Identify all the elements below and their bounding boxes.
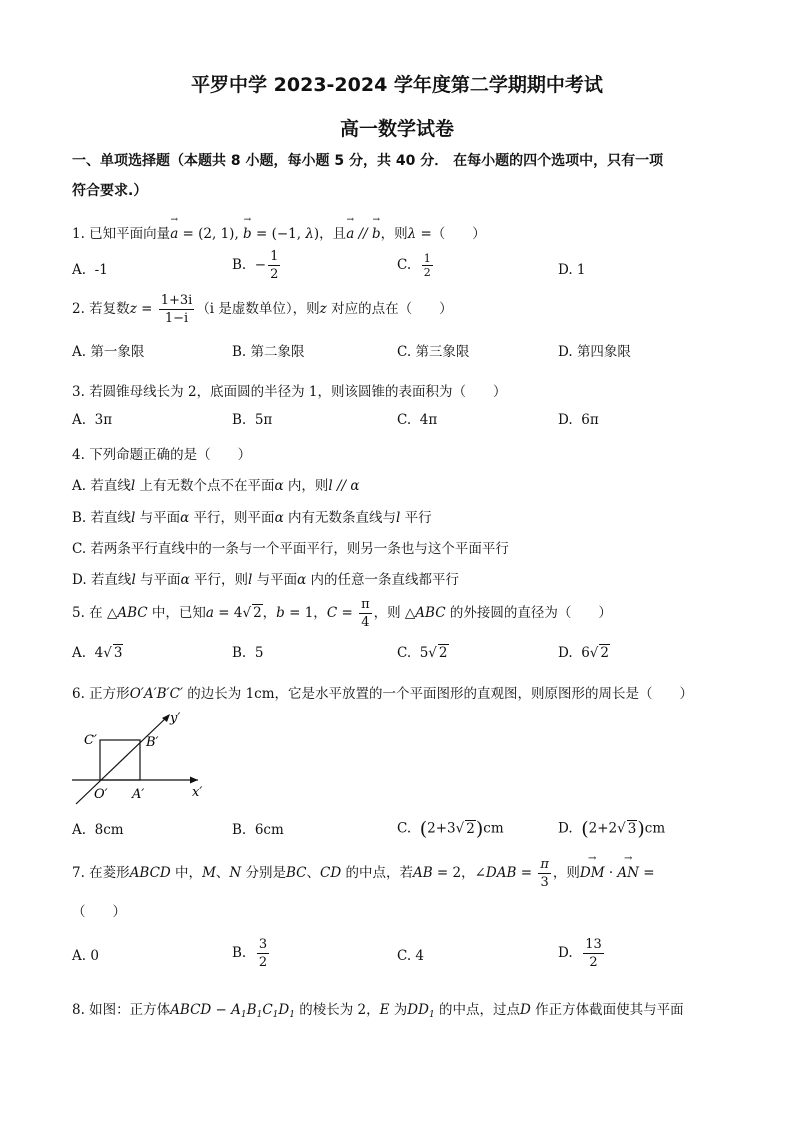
svg-text:C′: C′ xyxy=(84,733,97,748)
q6-option-a: A. 8cm xyxy=(72,822,124,838)
section-heading-line2: 符合要求.） xyxy=(72,183,148,199)
question-number: 7. xyxy=(72,865,85,881)
q7-option-d: D. $\frac{13}{2}$ xyxy=(558,937,602,970)
q3-option-d: D. 6π xyxy=(558,412,599,428)
question-7: 7. 在菱形ABCD 中，M、N 分别是BC、CD 的中点，若AB = 2，∠DAB = $\frac{\pi}{3}$ ，则→ DM · → AN = xyxy=(72,856,655,891)
question-4: 4. 下列命题正确的是（ ） xyxy=(72,447,252,463)
question-number: 5. xyxy=(72,605,85,621)
q1-option-d: D. 1 xyxy=(558,262,586,278)
question-8: 8. 如图：正方体ABCD − $A_1B_1C_1D_1$ 的棱长为 2，E 为$DD_1$ 的中点，过点D 作正方体截面使其与平面 xyxy=(72,1002,684,1020)
q5-option-c: C. 5√ 2 xyxy=(397,645,448,661)
q2-option-b: B. 第二象限 xyxy=(232,344,305,360)
question-number: 6. xyxy=(72,686,85,702)
q3-option-a: A. 3π xyxy=(72,412,113,428)
svg-text:A′: A′ xyxy=(132,787,145,802)
svg-text:B′: B′ xyxy=(146,735,159,750)
question-number: 2. xyxy=(72,301,85,317)
q2-option-d: D. 第四象限 xyxy=(558,344,631,360)
q4-option-a: A. 若直线l 上有无数个点不在平面α 内，则l // α xyxy=(72,478,360,494)
q5-option-b: B. 5 xyxy=(232,645,264,661)
exam-title: 平罗中学 2023-2024 学年度第二学期期中考试 xyxy=(191,74,603,96)
svg-text:O′: O′ xyxy=(94,787,108,802)
q1-option-c: C. $\frac{1}{2}$ xyxy=(397,252,431,279)
question-2: 2. 若复数z = $\frac{1+3i}{1-i}$ （i 是虚数单位），则z 对应的点在（ ） xyxy=(72,293,453,326)
q3-option-c: C. 4π xyxy=(397,412,438,428)
q6-option-c: C. (2+3√ 2)cm xyxy=(397,818,504,840)
q1-option-b: B. − $\frac{1}{2}$ xyxy=(232,249,279,282)
q4-option-b: B. 若直线l 与平面α 平行，则平面α 内有无数条直线与l 平行 xyxy=(72,510,432,526)
q7-option-a: A. 0 xyxy=(72,948,99,964)
q3-option-b: B. 5π xyxy=(232,412,273,428)
q6-figure xyxy=(66,708,226,808)
q5-option-a: A. 4√ 3 xyxy=(72,645,123,661)
q4-option-c: C. 若两条平行直线中的一条与一个平面平行，则另一条也与这个平面平行 xyxy=(72,541,509,557)
question-number: 3. xyxy=(72,384,85,400)
q6-option-b: B. 6cm xyxy=(232,822,284,838)
q5-option-d: D. 6√ 2 xyxy=(558,645,610,661)
exam-subtitle: 高一数学试卷 xyxy=(339,118,454,140)
q1-option-a: A. -1 xyxy=(72,262,108,278)
q2-option-a: A. 第一象限 xyxy=(72,344,145,360)
q7-option-c: C. 4 xyxy=(397,948,425,964)
q7-option-b: B. $\frac{3}{2}$ xyxy=(232,937,268,970)
question-number: 4. xyxy=(72,447,85,463)
question-7-blank: （ ） xyxy=(72,904,126,920)
svg-text:x′: x′ xyxy=(192,785,203,800)
section-heading-line1: 一、单项选择题（本题共 8 小题，每小题 5 分，共 40 分． 在每小题的四个选项中，只有一项 xyxy=(72,153,664,169)
question-1: 1. 已知平面向量→ a = (2, 1), → b = (−1, λ)，且→ a // → b，则λ =（ ） xyxy=(72,222,486,242)
question-number: 1. xyxy=(72,226,85,242)
svg-text:y′: y′ xyxy=(170,711,181,726)
question-5: 5. 在 △ABC 中，已知a = 4√ 2，b = 1，C = $\frac{\pi}{4}$ ，则 △ABC 的外接圆的直径为（ ） xyxy=(72,597,612,630)
question-6: 6. 正方形O′A′B′C′ 的边长为 1cm，它是水平放置的一个平面图形的直观图，则原图形的周长是（ ） xyxy=(72,686,694,702)
q2-option-c: C. 第三象限 xyxy=(397,344,470,360)
question-3: 3. 若圆锥母线长为 2，底面圆的半径为 1，则该圆锥的表面积为（ ） xyxy=(72,384,507,400)
question-number: 8. xyxy=(72,1002,85,1018)
q6-option-d: D. (2+2√ 3)cm xyxy=(558,818,666,840)
q4-option-d: D. 若直线l 与平面α 平行，则l 与平面α 内的任意一条直线都平行 xyxy=(72,572,460,588)
